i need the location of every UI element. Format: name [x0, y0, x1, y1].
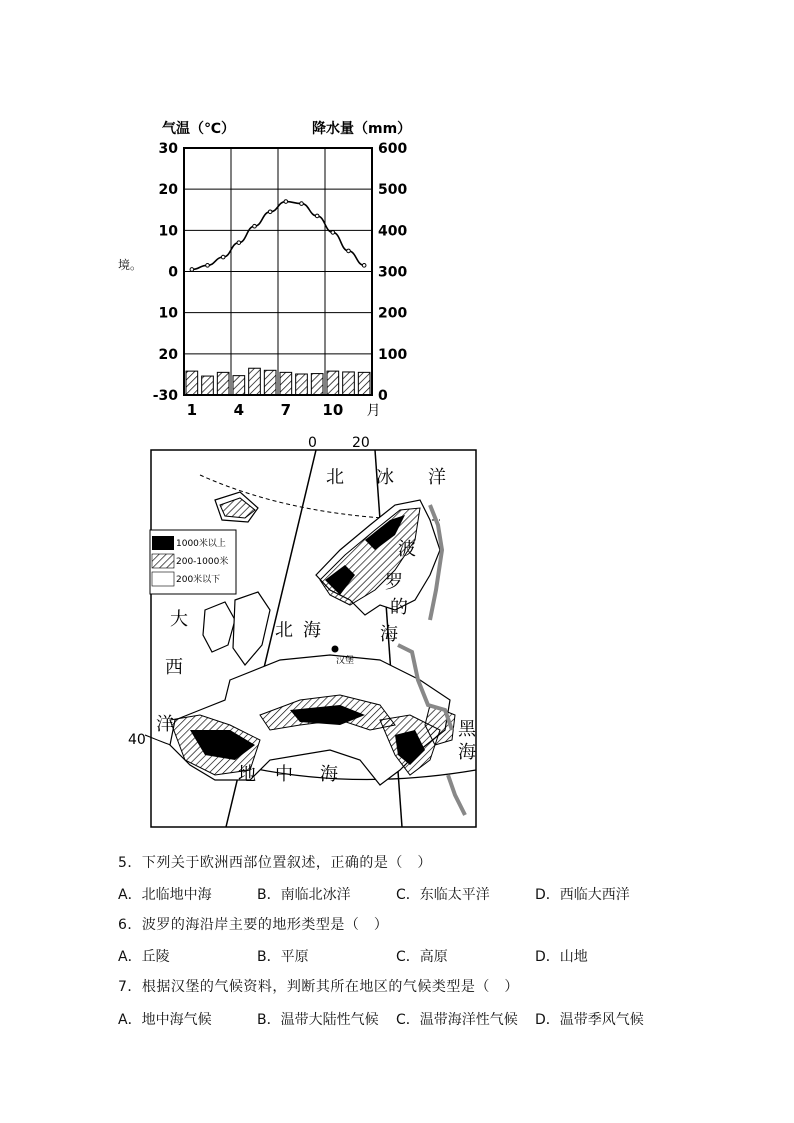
precip-bar	[217, 372, 229, 395]
lon-label-0: 0	[308, 435, 317, 451]
ocean-label-luo: 罗	[385, 572, 403, 593]
ocean-label-hei-hai: 海	[458, 742, 476, 763]
right-tick-label: 600	[378, 141, 408, 157]
x-tick-label: 10	[322, 401, 344, 419]
temp-point	[300, 202, 304, 206]
question-6-option-d[interactable]: D．山地	[535, 949, 588, 965]
question-5-stem: 5．下列关于欧洲西部位置叙述，正确的是（ ）	[118, 855, 432, 871]
legend-200-1000: 200-1000米	[176, 557, 229, 567]
question-7-option-c[interactable]: C．温带海洋性气候	[396, 1012, 518, 1028]
hamburg-dot	[332, 646, 339, 653]
right-tick-label: 500	[378, 182, 408, 199]
right-axis-ticks	[378, 141, 407, 404]
ocean-label-xi: 西	[165, 657, 183, 678]
left-tick-label: 10	[158, 305, 178, 322]
precip-bar	[202, 376, 214, 395]
ocean-label-hei: 黑	[458, 719, 476, 740]
ocean-label-de: 的	[390, 597, 408, 618]
ocean-label-zhong: 中	[275, 764, 293, 785]
question-6-option-a[interactable]: A．丘陵	[118, 949, 170, 965]
precip-bar	[186, 371, 198, 395]
precip-bar	[343, 372, 355, 395]
temp-point	[190, 268, 194, 272]
question-7-option-b[interactable]: B．温带大陆性气候	[257, 1012, 379, 1028]
left-tick-label: 0	[168, 264, 178, 281]
precip-bar	[264, 370, 276, 395]
x-unit-label: 月	[366, 403, 381, 419]
precip-bar	[311, 374, 323, 395]
left-tick-label: 30	[158, 141, 178, 157]
question-7-stem: 7．根据汉堡的气候资料，判断其所在地区的气候类型是（ ）	[118, 979, 519, 995]
question-6-option-c[interactable]: C．高原	[396, 949, 448, 965]
right-tick-label: 400	[378, 223, 408, 240]
left-tick-label: 10	[158, 223, 178, 240]
climate-chart	[0, 0, 794, 440]
ocean-label-bei: 北	[326, 467, 344, 488]
legend-box	[150, 530, 236, 594]
ocean-label-yang: 洋	[428, 467, 446, 488]
temp-point	[331, 231, 335, 235]
lon-label-20: 20	[352, 435, 370, 451]
x-tick-label: 7	[280, 401, 292, 419]
ocean-label-di-hai: 海	[320, 764, 338, 785]
question-5-option-a[interactable]: A．北临地中海	[118, 887, 212, 903]
margin-note: 境。	[118, 258, 143, 272]
temp-point	[362, 264, 366, 268]
ocean-label-bei-hai-2: 海	[303, 620, 321, 641]
temp-point	[253, 224, 257, 228]
question-5-option-c[interactable]: C．东临太平洋	[396, 887, 490, 903]
right-tick-label: 0	[378, 388, 388, 404]
precip-bar	[327, 371, 339, 395]
right-tick-label: 200	[378, 305, 408, 322]
left-tick-label: 20	[158, 346, 178, 363]
lat-label-40: 40	[128, 732, 146, 748]
right-tick-label: 300	[378, 264, 408, 281]
temp-point	[347, 249, 351, 253]
left-tick-label: 20	[158, 182, 178, 199]
legend-below-200: 200米以下	[176, 575, 221, 585]
chart-grid	[184, 148, 372, 395]
temp-point	[284, 200, 288, 204]
precip-bar	[249, 368, 261, 395]
question-6-stem: 6．波罗的海沿岸主要的地形类型是（ ）	[118, 917, 389, 933]
question-5-option-b[interactable]: B．南临北冰洋	[257, 887, 351, 903]
legend-1000-plus: 1000米以上	[176, 539, 226, 549]
ocean-label-yang2: 洋	[156, 714, 174, 735]
right-axis-label: 降水量（mm）	[312, 121, 412, 137]
question-7-option-d[interactable]: D．温带季风气候	[535, 1012, 644, 1028]
ocean-label-da: 大	[170, 609, 188, 630]
question-5-option-d[interactable]: D．西临大西洋	[535, 887, 630, 903]
temp-point	[268, 210, 272, 214]
left-axis-label: 气温（℃）	[162, 121, 235, 137]
ocean-label-bei-hai-1: 北	[275, 620, 293, 641]
temp-point	[206, 264, 210, 268]
precip-bar	[233, 376, 245, 395]
ocean-label-bing: 冰	[376, 467, 394, 488]
precip-bar	[296, 374, 308, 395]
question-6-option-b[interactable]: B．平原	[257, 949, 309, 965]
x-tick-label: 1	[186, 401, 198, 419]
left-tick-label: -30	[152, 388, 178, 404]
ocean-label-hai: 海	[380, 624, 398, 645]
x-tick-label: 4	[233, 401, 245, 419]
temp-point	[315, 214, 319, 218]
left-axis-ticks	[153, 141, 179, 404]
x-axis-ticks	[187, 401, 381, 419]
question-7-option-a[interactable]: A．地中海气候	[118, 1012, 212, 1028]
ocean-label-bo: 波	[398, 539, 416, 560]
temp-point	[221, 255, 225, 259]
hamburg-label: 汉堡	[336, 656, 355, 666]
ocean-label-di: 地	[238, 764, 256, 785]
europe-map	[0, 430, 794, 835]
precip-bar	[280, 372, 292, 395]
right-tick-label: 100	[378, 346, 408, 363]
precip-bar	[358, 372, 370, 395]
temp-point	[237, 241, 241, 245]
